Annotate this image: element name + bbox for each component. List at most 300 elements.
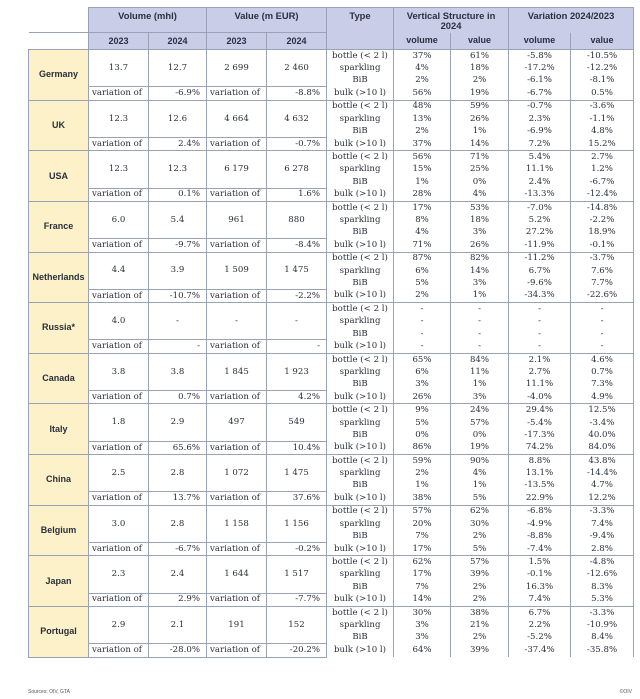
- table-row: [29, 188, 634, 201]
- vertical-volume: 17%: [394, 569, 451, 581]
- type-label: bulk (>10 l): [327, 492, 394, 505]
- variation-label: variation of: [89, 137, 149, 150]
- type-label: bulk (>10 l): [327, 188, 394, 201]
- type-label: sparkling: [327, 366, 394, 378]
- vertical-value: 5%: [451, 542, 509, 555]
- vertical-volume: 4%: [394, 226, 451, 238]
- variation-value: -: [571, 340, 634, 353]
- type-label: BiB: [327, 125, 394, 137]
- variation-value: -12.2%: [571, 62, 634, 74]
- value-2023: 1 158: [207, 505, 267, 542]
- variation-volume: 5.4%: [509, 151, 571, 164]
- corner-cell-2: [29, 33, 89, 50]
- variation-value: -10.9%: [571, 619, 634, 631]
- variation-value: -14.8%: [571, 201, 634, 214]
- variation-volume: -5.8%: [509, 50, 571, 63]
- type-label: bottle (< 2 l): [327, 404, 394, 417]
- vertical-volume: 37%: [394, 50, 451, 63]
- volume-2023: 12.3: [89, 100, 149, 137]
- country-name: Belgium: [29, 505, 89, 556]
- variation-volume: -0.7%: [509, 100, 571, 113]
- type-label: BiB: [327, 226, 394, 238]
- volume-2023: 13.7: [89, 50, 149, 87]
- table-row: [29, 239, 634, 252]
- table-row: [29, 593, 634, 606]
- vertical-volume: 48%: [394, 100, 451, 113]
- volume-variation: 2.9%: [149, 593, 207, 606]
- vs-value-header: value: [451, 33, 509, 50]
- variation-volume: -13.5%: [509, 480, 571, 492]
- variation-value: -6.7%: [571, 176, 634, 188]
- type-label: BiB: [327, 75, 394, 87]
- value-2023: 497: [207, 404, 267, 441]
- volume-2024: 2.8: [149, 455, 207, 492]
- variation-value: 8.4%: [571, 631, 634, 643]
- vertical-volume: 8%: [394, 214, 451, 226]
- volume-variation: -6.9%: [149, 87, 207, 100]
- volume-2024: 2.1: [149, 606, 207, 643]
- variation-label: variation of: [207, 137, 267, 150]
- volume-2023: 3.0: [89, 505, 149, 542]
- vertical-volume: 6%: [394, 366, 451, 378]
- vertical-value: 19%: [451, 441, 509, 454]
- variation-value: -4.8%: [571, 556, 634, 569]
- value-2024-header: 2024: [267, 33, 327, 50]
- variation-volume: 7.4%: [509, 593, 571, 606]
- variation-label: variation of: [89, 391, 149, 404]
- vertical-volume: 86%: [394, 441, 451, 454]
- variation-volume: 13.1%: [509, 467, 571, 479]
- value-2023: 2 699: [207, 50, 267, 87]
- volume-2023: 2.5: [89, 455, 149, 492]
- variation-label: variation of: [89, 188, 149, 201]
- variation-value: 0.5%: [571, 87, 634, 100]
- table-row: [29, 252, 634, 265]
- variation-volume: 6.7%: [509, 606, 571, 619]
- volume-variation: -9.7%: [149, 239, 207, 252]
- table-row: [29, 542, 634, 555]
- vertical-value: 39%: [451, 644, 509, 657]
- table-row: [29, 455, 634, 468]
- table-row: [29, 606, 634, 619]
- variation-value: -14.4%: [571, 467, 634, 479]
- country-name: Germany: [29, 50, 89, 101]
- volume-2024: 2.9: [149, 404, 207, 441]
- value-2023: 191: [207, 606, 267, 643]
- type-label: sparkling: [327, 569, 394, 581]
- type-label: sparkling: [327, 214, 394, 226]
- type-label: bottle (< 2 l): [327, 100, 394, 113]
- volume-variation: -28.0%: [149, 644, 207, 657]
- vertical-volume: -: [394, 340, 451, 353]
- var-volume-header: volume: [509, 33, 571, 50]
- vertical-volume: 1%: [394, 480, 451, 492]
- variation-value: 7.3%: [571, 378, 634, 390]
- volume-variation: -: [149, 340, 207, 353]
- table-body: [29, 50, 634, 658]
- value-variation: -0.2%: [267, 542, 327, 555]
- variation-volume: -6.7%: [509, 87, 571, 100]
- vertical-value: 0%: [451, 429, 509, 441]
- volume-variation: 13.7%: [149, 492, 207, 505]
- vertical-volume: -: [394, 328, 451, 340]
- vertical-volume: 3%: [394, 631, 451, 643]
- table-row: [29, 87, 634, 100]
- variation-volume: -34.3%: [509, 289, 571, 302]
- type-label: BiB: [327, 328, 394, 340]
- type-label: sparkling: [327, 265, 394, 277]
- type-label: bottle (< 2 l): [327, 556, 394, 569]
- vertical-value: 4%: [451, 467, 509, 479]
- variation-value: 12.5%: [571, 404, 634, 417]
- type-label: bulk (>10 l): [327, 542, 394, 555]
- vertical-volume: 87%: [394, 252, 451, 265]
- variation-volume: -4.9%: [509, 518, 571, 530]
- vertical-value: 14%: [451, 137, 509, 150]
- vertical-value: 30%: [451, 518, 509, 530]
- volume-variation: 0.1%: [149, 188, 207, 201]
- value-header: Value (m EUR): [207, 8, 327, 33]
- variation-volume: 2.2%: [509, 619, 571, 631]
- type-label: BiB: [327, 581, 394, 593]
- country-name: Netherlands: [29, 252, 89, 303]
- value-variation: -2.2%: [267, 289, 327, 302]
- vertical-value: 24%: [451, 404, 509, 417]
- vertical-value: 2%: [451, 75, 509, 87]
- variation-label: variation of: [89, 492, 149, 505]
- type-label: bottle (< 2 l): [327, 50, 394, 63]
- vertical-value: 1%: [451, 480, 509, 492]
- table-row: [29, 201, 634, 214]
- variation-value: -10.5%: [571, 50, 634, 63]
- vertical-volume: 71%: [394, 239, 451, 252]
- vertical-volume: 64%: [394, 644, 451, 657]
- type-label: bulk (>10 l): [327, 87, 394, 100]
- variation-volume: 27.2%: [509, 226, 571, 238]
- variation-volume: -: [509, 340, 571, 353]
- variation-label: variation of: [89, 593, 149, 606]
- vertical-value: 21%: [451, 619, 509, 631]
- variation-value: 7.6%: [571, 265, 634, 277]
- volume-2023: 12.3: [89, 151, 149, 188]
- country-name: France: [29, 201, 89, 252]
- vertical-volume: 5%: [394, 277, 451, 289]
- vertical-volume: 7%: [394, 581, 451, 593]
- vertical-volume: 56%: [394, 151, 451, 164]
- type-label: bottle (< 2 l): [327, 606, 394, 619]
- variation-label: variation of: [207, 391, 267, 404]
- type-label: BiB: [327, 429, 394, 441]
- vertical-value: 57%: [451, 417, 509, 429]
- variation-value: -12.4%: [571, 188, 634, 201]
- variation-title: Variation 2024/2023: [527, 10, 615, 21]
- variation-volume: 7.2%: [509, 137, 571, 150]
- volume-variation: 65.6%: [149, 441, 207, 454]
- vertical-volume: 13%: [394, 113, 451, 125]
- vertical-volume: 17%: [394, 201, 451, 214]
- volume-2024: 3.9: [149, 252, 207, 289]
- table-row: [29, 492, 634, 505]
- volume-2024: 12.7: [149, 50, 207, 87]
- value-2023: 1 509: [207, 252, 267, 289]
- variation-label: variation of: [89, 542, 149, 555]
- type-label: sparkling: [327, 467, 394, 479]
- variation-label: variation of: [207, 188, 267, 201]
- vertical-value: -: [451, 303, 509, 316]
- vs-volume-header: volume: [394, 33, 451, 50]
- table-row: [29, 50, 634, 63]
- vertical-value: 1%: [451, 289, 509, 302]
- volume-2024: 2.8: [149, 505, 207, 542]
- vertical-volume: -: [394, 303, 451, 316]
- type-label: bulk (>10 l): [327, 644, 394, 657]
- country-name: Italy: [29, 404, 89, 455]
- type-label: bottle (< 2 l): [327, 151, 394, 164]
- variation-label: variation of: [207, 239, 267, 252]
- vertical-value: 26%: [451, 113, 509, 125]
- variation-label: variation of: [207, 542, 267, 555]
- volume-2023: 2.9: [89, 606, 149, 643]
- variation-label: variation of: [89, 340, 149, 353]
- value-2024: 549: [267, 404, 327, 441]
- vertical-volume: 62%: [394, 556, 451, 569]
- vertical-value: 1%: [451, 378, 509, 390]
- volume-2024: 5.4: [149, 201, 207, 238]
- vertical-volume: 26%: [394, 391, 451, 404]
- table-row: [29, 151, 634, 164]
- variation-volume: -13.3%: [509, 188, 571, 201]
- vertical-volume: 65%: [394, 353, 451, 366]
- variation-value: 84.0%: [571, 441, 634, 454]
- vertical-volume: 2%: [394, 125, 451, 137]
- vertical-value: 71%: [451, 151, 509, 164]
- value-variation: -0.7%: [267, 137, 327, 150]
- value-variation: -7.7%: [267, 593, 327, 606]
- country-name: USA: [29, 151, 89, 202]
- vertical-volume: 3%: [394, 619, 451, 631]
- variation-value: 40.0%: [571, 429, 634, 441]
- value-2023: 1 845: [207, 353, 267, 390]
- vertical-volume: -: [394, 315, 451, 327]
- vertical-volume: 28%: [394, 188, 451, 201]
- variation-volume: -17.2%: [509, 62, 571, 74]
- volume-2024: 2.4: [149, 556, 207, 593]
- type-label: sparkling: [327, 113, 394, 125]
- volume-2024: 12.3: [149, 151, 207, 188]
- volume-2024-header: 2024: [149, 33, 207, 50]
- vertical-value: 82%: [451, 252, 509, 265]
- variation-value: 5.3%: [571, 593, 634, 606]
- variation-volume: -: [509, 315, 571, 327]
- variation-label: variation of: [89, 644, 149, 657]
- variation-value: 7.4%: [571, 518, 634, 530]
- value-2024: 2 460: [267, 50, 327, 87]
- variation-volume: -5.4%: [509, 417, 571, 429]
- country-name: Canada: [29, 353, 89, 404]
- variation-volume: -0.1%: [509, 569, 571, 581]
- vertical-value: 57%: [451, 556, 509, 569]
- value-2023: 1 644: [207, 556, 267, 593]
- vertical-value: -: [451, 328, 509, 340]
- value-2024: 1 923: [267, 353, 327, 390]
- variation-volume: -6.9%: [509, 125, 571, 137]
- market-table-container: [28, 7, 633, 658]
- vertical-value: 59%: [451, 100, 509, 113]
- vertical-value: 61%: [451, 50, 509, 63]
- volume-header: Volume (mhl): [89, 8, 207, 33]
- type-label: bottle (< 2 l): [327, 252, 394, 265]
- volume-2023: 4.0: [89, 303, 149, 340]
- variation-volume: 2.7%: [509, 366, 571, 378]
- variation-volume: -17.3%: [509, 429, 571, 441]
- variation-label: variation of: [207, 644, 267, 657]
- value-2024: 880: [267, 201, 327, 238]
- vertical-value: 18%: [451, 214, 509, 226]
- vertical-volume: 17%: [394, 542, 451, 555]
- value-2024: 4 632: [267, 100, 327, 137]
- value-variation: -8.8%: [267, 87, 327, 100]
- variation-volume: -: [509, 328, 571, 340]
- variation-label: variation of: [89, 87, 149, 100]
- variation-label: variation of: [207, 593, 267, 606]
- value-variation: -8.4%: [267, 239, 327, 252]
- type-label: BiB: [327, 480, 394, 492]
- vertical-volume: 20%: [394, 518, 451, 530]
- type-label: bottle (< 2 l): [327, 353, 394, 366]
- vertical-value: 2%: [451, 631, 509, 643]
- vertical-value: 62%: [451, 505, 509, 518]
- vertical-value: 2%: [451, 593, 509, 606]
- value-2024: 6 278: [267, 151, 327, 188]
- variation-value: 2.7%: [571, 151, 634, 164]
- value-2023: 6 179: [207, 151, 267, 188]
- variation-volume: -5.2%: [509, 631, 571, 643]
- variation-value: -8.1%: [571, 75, 634, 87]
- variation-value: 4.8%: [571, 125, 634, 137]
- variation-volume: -37.4%: [509, 644, 571, 657]
- variation-value: -35.8%: [571, 644, 634, 657]
- vertical-volume: 1%: [394, 176, 451, 188]
- variation-value: -12.6%: [571, 569, 634, 581]
- var-value-header: value: [571, 33, 634, 50]
- variation-label: variation of: [207, 87, 267, 100]
- vertical-value: 4%: [451, 188, 509, 201]
- variation-label: variation of: [207, 340, 267, 353]
- vertical-volume: 2%: [394, 75, 451, 87]
- variation-value: 18.9%: [571, 226, 634, 238]
- corner-cell: [29, 8, 89, 33]
- variation-value: -2.2%: [571, 214, 634, 226]
- variation-value: 43.8%: [571, 455, 634, 468]
- value-variation: -: [267, 340, 327, 353]
- variation-label: variation of: [207, 492, 267, 505]
- variation-volume: 5.2%: [509, 214, 571, 226]
- variation-value: -3.7%: [571, 252, 634, 265]
- variation-label: variation of: [89, 239, 149, 252]
- country-name: Portugal: [29, 606, 89, 657]
- value-2024: 1 475: [267, 252, 327, 289]
- vertical-volume: 57%: [394, 505, 451, 518]
- variation-volume: -7.0%: [509, 201, 571, 214]
- volume-2023: 4.4: [89, 252, 149, 289]
- vertical-value: 18%: [451, 62, 509, 74]
- volume-2024: 3.8: [149, 353, 207, 390]
- variation-value: -1.1%: [571, 113, 634, 125]
- variation-label: variation of: [207, 441, 267, 454]
- value-2023-header: 2023: [207, 33, 267, 50]
- vertical-structure-header: [394, 8, 509, 33]
- table-row: [29, 303, 634, 316]
- variation-value: 0.7%: [571, 366, 634, 378]
- vertical-value: 3%: [451, 277, 509, 289]
- copyright: ©OIV: [619, 689, 632, 695]
- type-label: bulk (>10 l): [327, 441, 394, 454]
- vertical-value: -: [451, 315, 509, 327]
- table-row: [29, 441, 634, 454]
- type-label: bottle (< 2 l): [327, 505, 394, 518]
- variation-volume: 6.7%: [509, 265, 571, 277]
- type-label: bulk (>10 l): [327, 239, 394, 252]
- volume-2023: 6.0: [89, 201, 149, 238]
- type-label: bottle (< 2 l): [327, 303, 394, 316]
- vertical-value: 1%: [451, 125, 509, 137]
- country-name: China: [29, 455, 89, 506]
- table-row: [29, 391, 634, 404]
- type-label: sparkling: [327, 619, 394, 631]
- type-label: sparkling: [327, 315, 394, 327]
- value-variation: 4.2%: [267, 391, 327, 404]
- variation-volume: 11.1%: [509, 378, 571, 390]
- variation-value: -3.3%: [571, 606, 634, 619]
- variation-value: -: [571, 303, 634, 316]
- vertical-volume: 0%: [394, 429, 451, 441]
- vertical-value: 19%: [451, 87, 509, 100]
- variation-value: 4.9%: [571, 391, 634, 404]
- type-label: BiB: [327, 176, 394, 188]
- vertical-volume: 30%: [394, 606, 451, 619]
- vertical-value: 90%: [451, 455, 509, 468]
- vertical-value: 25%: [451, 164, 509, 176]
- type-label: sparkling: [327, 518, 394, 530]
- variation-value: 12.2%: [571, 492, 634, 505]
- vertical-value: 84%: [451, 353, 509, 366]
- type-label: bulk (>10 l): [327, 593, 394, 606]
- vertical-volume: 2%: [394, 289, 451, 302]
- type-label: sparkling: [327, 62, 394, 74]
- volume-2023: 1.8: [89, 404, 149, 441]
- variation-volume: 2.1%: [509, 353, 571, 366]
- variation-label: variation of: [89, 441, 149, 454]
- type-label: sparkling: [327, 164, 394, 176]
- vertical-volume: 37%: [394, 137, 451, 150]
- variation-value: -9.4%: [571, 530, 634, 542]
- variation-value: 4.6%: [571, 353, 634, 366]
- value-2024: 1 156: [267, 505, 327, 542]
- value-variation: 37.6%: [267, 492, 327, 505]
- variation-value: 8.3%: [571, 581, 634, 593]
- value-2023: -: [207, 303, 267, 340]
- volume-2023-header: 2023: [89, 33, 149, 50]
- variation-volume: 2.3%: [509, 113, 571, 125]
- volume-2023: 2.3: [89, 556, 149, 593]
- type-label: BiB: [327, 631, 394, 643]
- variation-volume: -6.1%: [509, 75, 571, 87]
- variation-volume: -7.4%: [509, 542, 571, 555]
- wine-market-table: [28, 7, 634, 658]
- variation-label: variation of: [89, 289, 149, 302]
- vertical-value: -: [451, 340, 509, 353]
- variation-volume: -11.2%: [509, 252, 571, 265]
